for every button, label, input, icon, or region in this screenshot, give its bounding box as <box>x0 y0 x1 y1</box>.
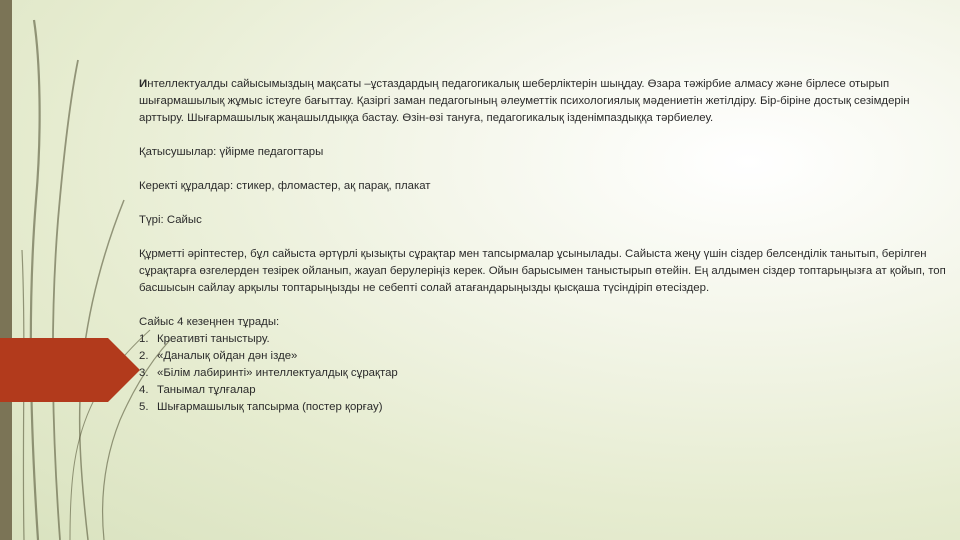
intro-lead-word: И <box>139 78 148 90</box>
decor-curve-1 <box>31 20 40 540</box>
stages-list <box>139 331 947 416</box>
intro-text: нтеллектуалды сайысымыздың мақсаты –ұстаздардың педагогикалық шеберліктерін шыңдау. Өзара тәжірбие алмасу және бірлесе отырып шығармашылық жұмыс істеуге бағыттау. Қазіргі заман педагогының әлеуметтік психологиялық мәдениетін жетілдіру. Бір-біріне достық сезімдерін арттыру. Шығармашылық жаңашылдыққа бастау. Өзін-өзі тануға, педагогикалық ізденімпаздыққа тәрбиелеу. <box>139 78 910 124</box>
stages-title: Сайыс 4 кезеңнен тұрады: <box>139 316 280 328</box>
description-paragraph: Құрметті әріптестер, бұл сайыста әртүрлі қызықты сұрақтар мен тапсырмалар ұсынылады. Сайыста жеңу үшін сіздер белсенділік танытып, берілген сұрақтарға өзгелерден тезірек ойланып, жауап берулеріңіз керек. Ойын барысымен таныстырып өтейін. Ең алдымен сіздер топтарыңызға ат қойып, топ басшысын сайлау арқылы топтарыңызды не себепті солай атағандарыңызды қысқаша түсіндіріп өтесіздер. <box>139 248 946 294</box>
list-item: 5. Шығармашылық тапсырма (постер қорғау) <box>139 401 383 413</box>
decor-curve-2 <box>53 60 78 540</box>
list-item: 1. Креативті таныстыру. <box>139 333 270 345</box>
arrow-marker <box>0 338 140 402</box>
intro-paragraph <box>139 76 947 127</box>
participants-line: Қатысушылар: үйірме педагогтары <box>139 146 324 158</box>
list-item: 2. «Даналық ойдан дән ізде» <box>139 350 298 362</box>
type-line: Түрі: Сайыс <box>139 214 202 226</box>
list-item: 4. Танымал тұлғалар <box>139 384 256 396</box>
document-body <box>139 76 947 416</box>
materials-line: Керекті құралдар: стикер, фломастер, ақ парақ, плакат <box>139 180 431 192</box>
list-item: 3. «Білім лабиринті» интеллектуалдық сұрақтар <box>139 367 398 379</box>
